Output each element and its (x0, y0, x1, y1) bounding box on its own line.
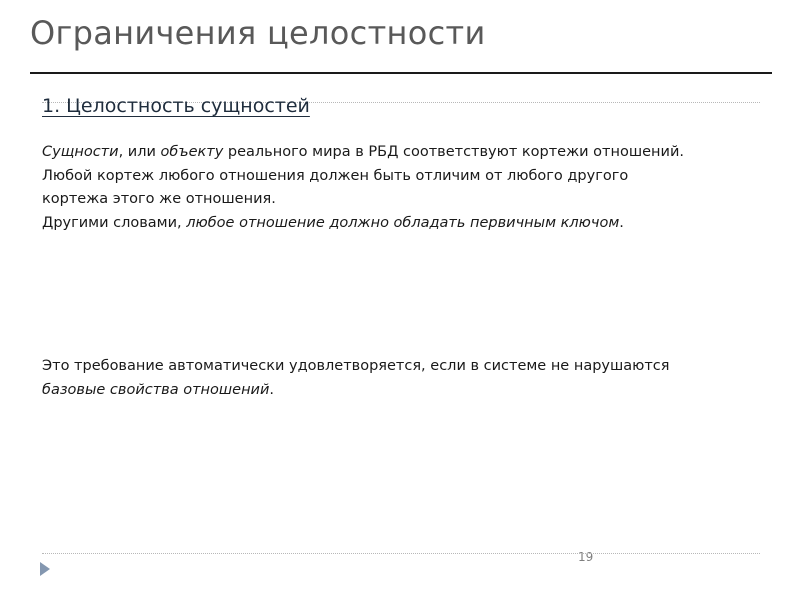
text-fragment: реального мира в РБД соответствуют кортежи отношений. (223, 144, 684, 160)
paragraph-line (42, 141, 772, 165)
paragraph-line (42, 212, 772, 236)
paragraph-line: кортежа этого же отношения. (42, 191, 276, 207)
page-number: 19 (578, 550, 594, 564)
paragraph-line: Любой кортеж любого отношения должен быть отличим от любого другого (42, 167, 629, 184)
dotted-rule-bottom (42, 553, 760, 554)
term-base-properties: базовые свойства отношений (42, 381, 270, 398)
term-objects: объекту (160, 144, 224, 160)
slide-title: Ограничения целостности (30, 14, 486, 52)
paragraph-line (42, 379, 772, 403)
text-fragment: . (619, 214, 624, 231)
text-fragment: , или (118, 144, 161, 160)
triangle-right-icon (40, 562, 50, 576)
paragraph-entities (42, 141, 772, 235)
paragraph-requirement (42, 355, 772, 402)
paragraph-line: Это требование автоматически удовлетворяется, если в системе не нарушаются (42, 358, 670, 374)
title-rule (30, 72, 772, 74)
term-primary-key: любое отношение должно обладать первичным ключом (186, 214, 620, 231)
text-fragment: . (269, 381, 275, 398)
term-entities: Сущности (42, 144, 119, 160)
text-fragment: Другими словами, (42, 214, 187, 231)
section-heading: 1. Целостность сущностей (42, 95, 310, 117)
